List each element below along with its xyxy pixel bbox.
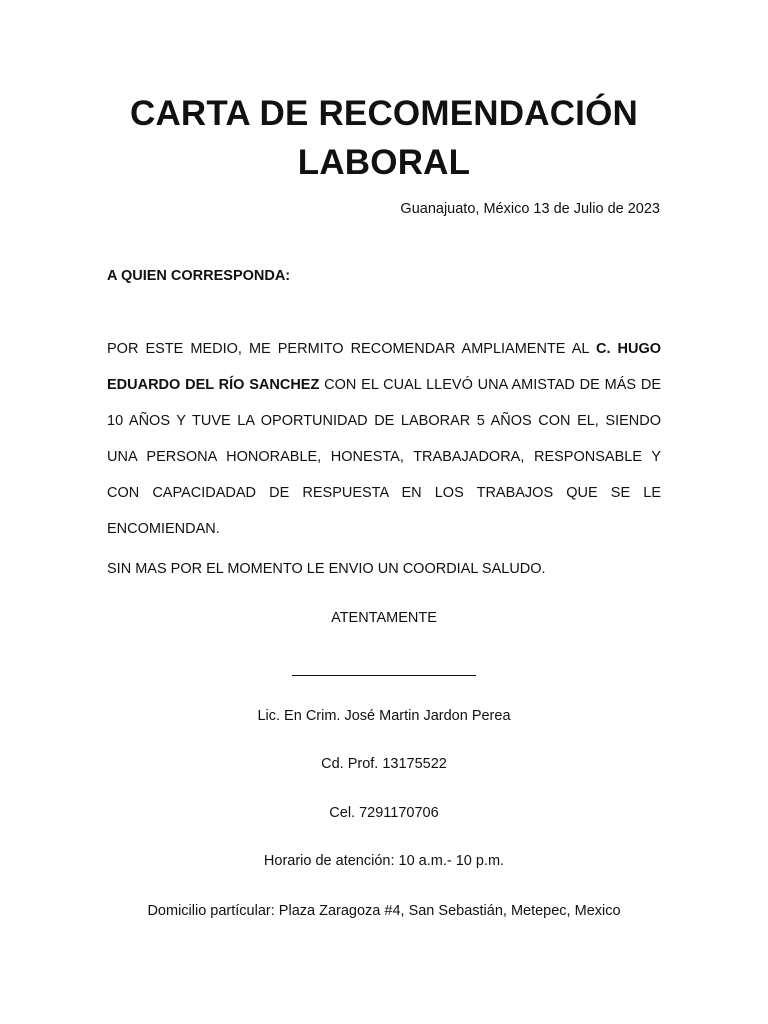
signature-line [292, 675, 476, 676]
signer-phone: Cel. 7291170706 [329, 805, 439, 821]
signer-hours: Horario de atención: 10 a.m.- 10 p.m. [263, 853, 505, 869]
closing-line: SIN MAS POR EL MOMENTO LE ENVIO UN COORDIAL SALUDO. [107, 561, 546, 577]
page-title [0, 89, 768, 187]
body-paragraph [107, 331, 661, 547]
recommended-person-name: C. HUGO EDUARDO DEL RÍO SANCHEZ [107, 341, 662, 393]
signer-license: Cd. Prof. 13175522 [321, 756, 447, 772]
signer-name: Lic. En Crim. José Martin Jardon Perea [257, 708, 511, 724]
body-rest: CON EL CUAL LLEVÓ UNA AMISTAD DE MÁS DE 10 AÑOS Y TUVE LA OPORTUNIDAD DE LABORAR 5 AÑOS CON EL, SIENDO UNA PERSONA HONORABLE, HONESTA, TRABAJADORA, RESPONSABLE Y CON CAPACIDADAD DE RESPUESTA EN LOS TRABAJOS QUE SE LE ENCOMIENDAN. [107, 377, 661, 537]
signer-address: Domicilio partícular: Plaza Zaragoza #4, San Sebastián, Metepec, Mexico [147, 903, 621, 919]
salutation: A QUIEN CORRESPONDA: [107, 268, 291, 284]
title-line-2: LABORAL [297, 143, 471, 182]
body-intro: POR ESTE MEDIO, ME PERMITO RECOMENDAR AMPLIAMENTE AL [107, 341, 596, 357]
title-line-1: CARTA DE RECOMENDACIÓN [129, 94, 638, 133]
sign-off: ATENTAMENTE [331, 610, 437, 626]
place-date-line: Guanajuato, México 13 de Julio de 2023 [400, 201, 660, 217]
